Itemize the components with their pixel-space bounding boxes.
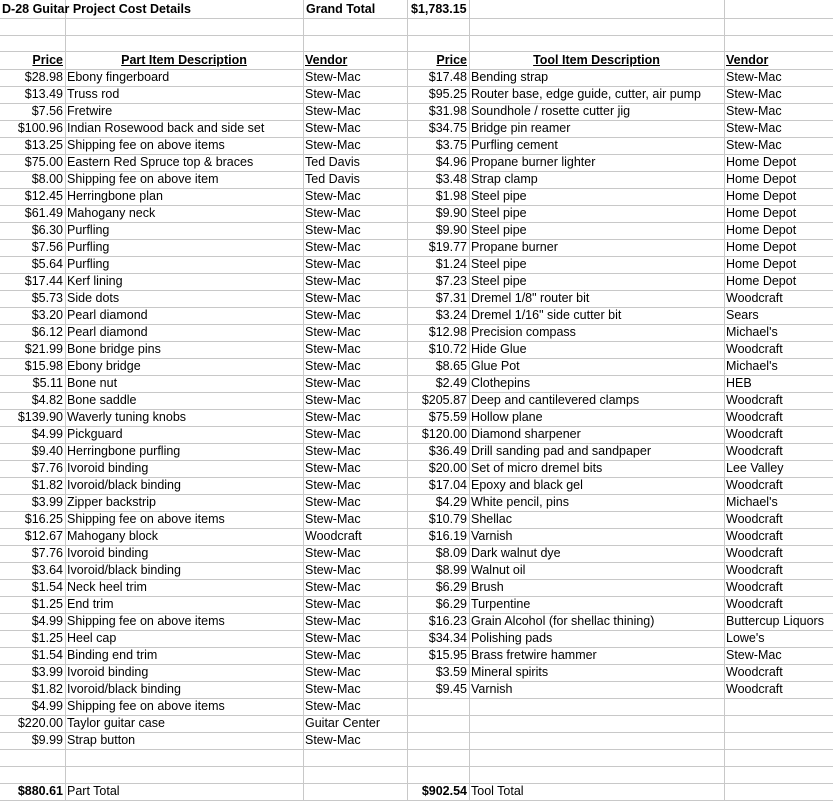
tool-description-cell[interactable]: Mineral spirits [471, 665, 549, 679]
tool-price-cell[interactable]: $8.99 [435, 563, 467, 577]
tool-vendor-cell[interactable]: Stew-Mac [726, 138, 782, 152]
part-description-cell[interactable]: End trim [67, 597, 114, 611]
tool-price-cell[interactable]: $8.65 [435, 359, 467, 373]
parts-description-header[interactable]: Part Item Description [121, 53, 247, 67]
tool-vendor-cell[interactable]: Home Depot [726, 274, 797, 288]
tool-price-cell[interactable]: $120.00 [421, 427, 467, 441]
row-divider [0, 18, 833, 19]
tool-price-cell[interactable]: $1.98 [435, 189, 467, 203]
part-description-cell[interactable]: Purfling [67, 240, 110, 254]
part-description-cell[interactable]: Fretwire [67, 104, 113, 118]
part-price-cell[interactable]: $1.25 [31, 597, 63, 611]
tool-price-cell[interactable]: $205.87 [421, 393, 467, 407]
part-vendor-cell[interactable]: Woodcraft [305, 529, 362, 543]
part-description-cell[interactable]: Herringbone purfling [67, 444, 181, 458]
tool-total-label[interactable]: Tool Total [471, 784, 524, 798]
tool-price-cell[interactable]: $34.75 [428, 121, 467, 135]
part-price-cell[interactable]: $3.99 [31, 495, 63, 509]
part-price-cell[interactable]: $12.67 [24, 529, 63, 543]
tool-description-cell[interactable]: Steel pipe [471, 223, 527, 237]
part-price-cell[interactable]: $9.99 [31, 733, 63, 747]
part-price-cell[interactable]: $100.96 [17, 121, 63, 135]
tool-vendor-cell[interactable]: Woodcraft [726, 597, 783, 611]
tool-price-cell[interactable]: $31.98 [428, 104, 467, 118]
tool-vendor-cell[interactable]: Woodcraft [726, 393, 783, 407]
tool-vendor-cell[interactable]: Michael's [726, 495, 778, 509]
part-description-cell[interactable]: Herringbone plan [67, 189, 163, 203]
part-price-cell[interactable]: $3.64 [31, 563, 63, 577]
part-vendor-cell[interactable]: Stew-Mac [305, 257, 361, 271]
tool-price-cell[interactable]: $36.49 [428, 444, 467, 458]
part-vendor-cell[interactable]: Stew-Mac [305, 614, 361, 628]
part-price-cell[interactable]: $1.82 [31, 682, 63, 696]
tool-vendor-cell[interactable]: Stew-Mac [726, 648, 782, 662]
tool-price-cell[interactable]: $17.04 [428, 478, 467, 492]
tool-price-cell[interactable]: $10.79 [428, 512, 467, 526]
tool-vendor-cell[interactable]: Woodcraft [726, 342, 783, 356]
tool-description-cell[interactable]: Router base, edge guide, cutter, air pump [471, 87, 702, 101]
part-description-cell[interactable]: Strap button [67, 733, 136, 747]
tool-description-cell[interactable]: Dremel 1/8" router bit [471, 291, 590, 305]
part-vendor-cell[interactable]: Stew-Mac [305, 138, 361, 152]
tool-price-cell[interactable]: $16.19 [428, 529, 467, 543]
tool-price-cell[interactable]: $10.72 [428, 342, 467, 356]
tool-price-cell[interactable]: $3.48 [435, 172, 467, 186]
tool-description-cell[interactable]: Varnish [471, 682, 513, 696]
tool-vendor-cell[interactable]: Woodcraft [726, 512, 783, 526]
part-vendor-cell[interactable]: Stew-Mac [305, 410, 361, 424]
tool-vendor-cell[interactable]: Home Depot [726, 257, 797, 271]
tool-price-cell[interactable]: $17.48 [428, 70, 467, 84]
tool-description-cell[interactable]: Soundhole / rosette cutter jig [471, 104, 631, 118]
tool-vendor-cell[interactable]: Woodcraft [726, 427, 783, 441]
part-price-cell[interactable]: $4.82 [31, 393, 63, 407]
tool-vendor-cell[interactable]: Woodcraft [726, 546, 783, 560]
tool-vendor-cell[interactable]: Home Depot [726, 206, 797, 220]
part-price-cell[interactable]: $7.76 [31, 546, 63, 560]
part-description-cell[interactable]: Ivoroid binding [67, 665, 149, 679]
tool-vendor-cell[interactable]: Buttercup Liquors [726, 614, 824, 628]
tools-description-header[interactable]: Tool Item Description [533, 53, 660, 67]
part-price-cell[interactable]: $4.99 [31, 699, 63, 713]
tool-description-cell[interactable]: Steel pipe [471, 257, 527, 271]
part-price-cell[interactable]: $220.00 [17, 716, 63, 730]
part-price-cell[interactable]: $28.98 [24, 70, 63, 84]
parts-price-header[interactable]: Price [32, 53, 63, 67]
part-description-cell[interactable]: Side dots [67, 291, 120, 305]
part-description-cell[interactable]: Shipping fee on above items [67, 614, 225, 628]
tool-vendor-cell[interactable]: HEB [726, 376, 752, 390]
part-price-cell[interactable]: $5.73 [31, 291, 63, 305]
part-vendor-cell[interactable]: Stew-Mac [305, 240, 361, 254]
part-price-cell[interactable]: $1.54 [31, 580, 63, 594]
tool-price-cell[interactable]: $20.00 [428, 461, 467, 475]
part-description-cell[interactable]: Heel cap [67, 631, 117, 645]
part-description-cell[interactable]: Pearl diamond [67, 325, 148, 339]
tool-price-cell[interactable]: $6.29 [435, 597, 467, 611]
part-price-cell[interactable]: $6.30 [31, 223, 63, 237]
tool-price-cell[interactable]: $75.59 [428, 410, 467, 424]
tool-description-cell[interactable]: Walnut oil [471, 563, 526, 577]
tool-price-cell[interactable]: $34.34 [428, 631, 467, 645]
part-price-cell[interactable]: $1.54 [31, 648, 63, 662]
tool-price-cell[interactable]: $4.96 [435, 155, 467, 169]
tool-description-cell[interactable]: Brass fretwire hammer [471, 648, 597, 662]
part-description-cell[interactable]: Ivoroid/black binding [67, 682, 181, 696]
tool-vendor-cell[interactable]: Lowe's [726, 631, 765, 645]
tool-vendor-cell[interactable]: Woodcraft [726, 529, 783, 543]
tool-vendor-cell[interactable]: Michael's [726, 325, 778, 339]
tool-price-cell[interactable]: $9.90 [435, 206, 467, 220]
part-description-cell[interactable]: Eastern Red Spruce top & braces [67, 155, 254, 169]
grand-total-value[interactable]: $1,783.15 [411, 2, 467, 16]
tool-description-cell[interactable]: White pencil, pins [471, 495, 569, 509]
sheet-title[interactable]: D-28 Guitar Project Cost Details [2, 2, 191, 16]
part-price-cell[interactable]: $7.56 [31, 104, 63, 118]
tool-vendor-cell[interactable]: Woodcraft [726, 410, 783, 424]
tool-description-cell[interactable]: Polishing pads [471, 631, 553, 645]
tool-vendor-cell[interactable]: Home Depot [726, 155, 797, 169]
part-price-cell[interactable]: $4.99 [31, 427, 63, 441]
part-description-cell[interactable]: Ivoroid binding [67, 461, 149, 475]
tool-description-cell[interactable]: Strap clamp [471, 172, 538, 186]
part-vendor-cell[interactable]: Stew-Mac [305, 665, 361, 679]
part-description-cell[interactable]: Taylor guitar case [67, 716, 165, 730]
part-description-cell[interactable]: Ivoroid binding [67, 546, 149, 560]
row-divider [0, 749, 833, 750]
tool-description-cell[interactable]: Steel pipe [471, 274, 527, 288]
tool-description-cell[interactable]: Hide Glue [471, 342, 527, 356]
tool-description-cell[interactable]: Hollow plane [471, 410, 543, 424]
part-price-cell[interactable]: $5.64 [31, 257, 63, 271]
tool-description-cell[interactable]: Propane burner [471, 240, 558, 254]
part-description-cell[interactable]: Binding end trim [67, 648, 158, 662]
tool-description-cell[interactable]: Bridge pin reamer [471, 121, 571, 135]
tool-description-cell[interactable]: Propane burner lighter [471, 155, 596, 169]
tool-price-cell[interactable]: $16.23 [428, 614, 467, 628]
part-vendor-cell[interactable]: Stew-Mac [305, 546, 361, 560]
part-vendor-cell[interactable]: Stew-Mac [305, 274, 361, 288]
part-vendor-cell[interactable]: Stew-Mac [305, 342, 361, 356]
part-price-cell[interactable]: $61.49 [24, 206, 63, 220]
part-vendor-cell[interactable]: Stew-Mac [305, 427, 361, 441]
part-vendor-cell[interactable]: Stew-Mac [305, 682, 361, 696]
tool-price-cell[interactable]: $2.49 [435, 376, 467, 390]
part-total-label[interactable]: Part Total [67, 784, 120, 798]
part-vendor-cell[interactable]: Stew-Mac [305, 291, 361, 305]
part-vendor-cell[interactable]: Stew-Mac [305, 121, 361, 135]
tool-description-cell[interactable]: Diamond sharpener [471, 427, 581, 441]
part-description-cell[interactable]: Ebony bridge [67, 359, 141, 373]
part-price-cell[interactable]: $3.20 [31, 308, 63, 322]
tool-description-cell[interactable]: Set of micro dremel bits [471, 461, 603, 475]
tool-vendor-cell[interactable]: Home Depot [726, 189, 797, 203]
tool-vendor-cell[interactable]: Home Depot [726, 240, 797, 254]
part-price-cell[interactable]: $13.49 [24, 87, 63, 101]
part-price-cell[interactable]: $7.56 [31, 240, 63, 254]
tools-vendor-header[interactable]: Vendor [726, 53, 769, 67]
part-vendor-cell[interactable]: Stew-Mac [305, 393, 361, 407]
part-price-cell[interactable]: $1.25 [31, 631, 63, 645]
tool-description-cell[interactable]: Precision compass [471, 325, 576, 339]
tool-description-cell[interactable]: Purfling cement [471, 138, 558, 152]
part-vendor-cell[interactable]: Stew-Mac [305, 444, 361, 458]
tool-description-cell[interactable]: Glue Pot [471, 359, 520, 373]
tool-description-cell[interactable]: Steel pipe [471, 206, 527, 220]
part-description-cell[interactable]: Shipping fee on above items [67, 138, 225, 152]
part-vendor-cell[interactable]: Stew-Mac [305, 308, 361, 322]
tool-vendor-cell[interactable]: Sears [726, 308, 759, 322]
tool-vendor-cell[interactable]: Stew-Mac [726, 70, 782, 84]
part-description-cell[interactable]: Bone saddle [67, 393, 137, 407]
part-description-cell[interactable]: Shipping fee on above items [67, 512, 225, 526]
tool-price-cell[interactable]: $4.29 [435, 495, 467, 509]
tool-description-cell[interactable]: Drill sanding pad and sandpaper [471, 444, 651, 458]
tool-description-cell[interactable]: Bending strap [471, 70, 549, 84]
tool-description-cell[interactable]: Brush [471, 580, 504, 594]
tool-price-cell[interactable]: $9.90 [435, 223, 467, 237]
tool-vendor-cell[interactable]: Woodcraft [726, 291, 783, 305]
tool-description-cell[interactable]: Steel pipe [471, 189, 527, 203]
tool-vendor-cell[interactable]: Home Depot [726, 223, 797, 237]
part-description-cell[interactable]: Purfling [67, 223, 110, 237]
tool-price-cell[interactable]: $8.09 [435, 546, 467, 560]
part-vendor-cell[interactable]: Stew-Mac [305, 580, 361, 594]
part-vendor-cell[interactable]: Stew-Mac [305, 597, 361, 611]
part-price-cell[interactable]: $6.12 [31, 325, 63, 339]
tool-price-cell[interactable]: $12.98 [428, 325, 467, 339]
row-divider [0, 766, 833, 767]
tool-vendor-cell[interactable]: Stew-Mac [726, 87, 782, 101]
part-description-cell[interactable]: Ebony fingerboard [67, 70, 170, 84]
part-price-cell[interactable]: $17.44 [24, 274, 63, 288]
tool-description-cell[interactable]: Clothepins [471, 376, 531, 390]
part-vendor-cell[interactable]: Ted Davis [305, 155, 360, 169]
part-description-cell[interactable]: Purfling [67, 257, 110, 271]
part-vendor-cell[interactable]: Guitar Center [305, 716, 381, 730]
part-description-cell[interactable]: Kerf lining [67, 274, 123, 288]
part-price-cell[interactable]: $15.98 [24, 359, 63, 373]
part-price-cell[interactable]: $1.82 [31, 478, 63, 492]
part-description-cell[interactable]: Pearl diamond [67, 308, 148, 322]
part-description-cell[interactable]: Zipper backstrip [67, 495, 156, 509]
tool-price-cell[interactable]: $9.45 [435, 682, 467, 696]
grand-total-label[interactable]: Grand Total [306, 2, 376, 16]
part-description-cell[interactable]: Ivoroid/black binding [67, 563, 181, 577]
tool-price-cell[interactable]: $3.75 [435, 138, 467, 152]
part-description-cell[interactable]: Bone bridge pins [67, 342, 161, 356]
part-price-cell[interactable]: $16.25 [24, 512, 63, 526]
part-total-value[interactable]: $880.61 [17, 784, 63, 798]
part-description-cell[interactable]: Mahogany block [67, 529, 159, 543]
part-description-cell[interactable]: Shipping fee on above items [67, 699, 225, 713]
tool-vendor-cell[interactable]: Woodcraft [726, 563, 783, 577]
part-vendor-cell[interactable]: Stew-Mac [305, 206, 361, 220]
tool-vendor-cell[interactable]: Michael's [726, 359, 778, 373]
tool-description-cell[interactable]: Dark walnut dye [471, 546, 561, 560]
part-vendor-cell[interactable]: Stew-Mac [305, 70, 361, 84]
tool-total-value[interactable]: $902.54 [421, 784, 467, 798]
part-price-cell[interactable]: $3.99 [31, 665, 63, 679]
tool-price-cell[interactable]: $95.25 [428, 87, 467, 101]
tool-description-cell[interactable]: Turpentine [471, 597, 531, 611]
part-price-cell[interactable]: $139.90 [17, 410, 63, 424]
part-vendor-cell[interactable]: Stew-Mac [305, 461, 361, 475]
part-price-cell[interactable]: $7.76 [31, 461, 63, 475]
part-vendor-cell[interactable]: Stew-Mac [305, 631, 361, 645]
part-vendor-cell[interactable]: Stew-Mac [305, 512, 361, 526]
part-description-cell[interactable]: Indian Rosewood back and side set [67, 121, 265, 135]
part-vendor-cell[interactable]: Stew-Mac [305, 104, 361, 118]
tool-description-cell[interactable]: Deep and cantilevered clamps [471, 393, 640, 407]
part-vendor-cell[interactable]: Stew-Mac [305, 495, 361, 509]
part-vendor-cell[interactable]: Stew-Mac [305, 87, 361, 101]
tool-price-cell[interactable]: $6.29 [435, 580, 467, 594]
tool-vendor-cell[interactable]: Stew-Mac [726, 104, 782, 118]
tools-price-header[interactable]: Price [436, 53, 467, 67]
tool-vendor-cell[interactable]: Stew-Mac [726, 121, 782, 135]
part-description-cell[interactable]: Truss rod [67, 87, 120, 101]
part-description-cell[interactable]: Bone nut [67, 376, 118, 390]
tool-price-cell[interactable]: $1.24 [435, 257, 467, 271]
part-description-cell[interactable]: Shipping fee on above item [67, 172, 219, 186]
part-description-cell[interactable]: Ivoroid/black binding [67, 478, 181, 492]
part-description-cell[interactable]: Waverly tuning knobs [67, 410, 187, 424]
part-vendor-cell[interactable]: Stew-Mac [305, 223, 361, 237]
part-vendor-cell[interactable]: Ted Davis [305, 172, 360, 186]
tool-vendor-cell[interactable]: Woodcraft [726, 444, 783, 458]
part-price-cell[interactable]: $75.00 [24, 155, 63, 169]
tool-description-cell[interactable]: Grain Alcohol (for shellac thining) [471, 614, 655, 628]
tool-description-cell[interactable]: Dremel 1/16" side cutter bit [471, 308, 622, 322]
part-description-cell[interactable]: Neck heel trim [67, 580, 147, 594]
tool-price-cell[interactable]: $19.77 [428, 240, 467, 254]
part-price-cell[interactable]: $12.45 [24, 189, 63, 203]
tool-description-cell[interactable]: Shellac [471, 512, 512, 526]
tool-price-cell[interactable]: $15.95 [428, 648, 467, 662]
tool-vendor-cell[interactable]: Home Depot [726, 172, 797, 186]
tool-vendor-cell[interactable]: Woodcraft [726, 682, 783, 696]
part-vendor-cell[interactable]: Stew-Mac [305, 563, 361, 577]
part-price-cell[interactable]: $13.25 [24, 138, 63, 152]
tool-price-cell[interactable]: $3.59 [435, 665, 467, 679]
tool-vendor-cell[interactable]: Woodcraft [726, 665, 783, 679]
part-description-cell[interactable]: Mahogany neck [67, 206, 156, 220]
tool-vendor-cell[interactable]: Woodcraft [726, 580, 783, 594]
part-price-cell[interactable]: $21.99 [24, 342, 63, 356]
tool-description-cell[interactable]: Epoxy and black gel [471, 478, 583, 492]
tool-vendor-cell[interactable]: Lee Valley [726, 461, 784, 475]
part-price-cell[interactable]: $5.11 [32, 376, 63, 390]
part-price-cell[interactable]: $9.40 [31, 444, 63, 458]
part-vendor-cell[interactable]: Stew-Mac [305, 478, 361, 492]
part-vendor-cell[interactable]: Stew-Mac [305, 648, 361, 662]
tool-description-cell[interactable]: Varnish [471, 529, 513, 543]
part-vendor-cell[interactable]: Stew-Mac [305, 325, 361, 339]
part-vendor-cell[interactable]: Stew-Mac [305, 699, 361, 713]
parts-vendor-header[interactable]: Vendor [305, 53, 348, 67]
part-vendor-cell[interactable]: Stew-Mac [305, 189, 361, 203]
row-divider [0, 35, 833, 36]
part-price-cell[interactable]: $4.99 [31, 614, 63, 628]
part-vendor-cell[interactable]: Stew-Mac [305, 359, 361, 373]
tool-price-cell[interactable]: $7.23 [435, 274, 467, 288]
tool-price-cell[interactable]: $7.31 [435, 291, 467, 305]
part-description-cell[interactable]: Pickguard [67, 427, 123, 441]
part-vendor-cell[interactable]: Stew-Mac [305, 733, 361, 747]
tool-vendor-cell[interactable]: Woodcraft [726, 478, 783, 492]
part-price-cell[interactable]: $8.00 [31, 172, 63, 186]
part-vendor-cell[interactable]: Stew-Mac [305, 376, 361, 390]
tool-price-cell[interactable]: $3.24 [435, 308, 467, 322]
